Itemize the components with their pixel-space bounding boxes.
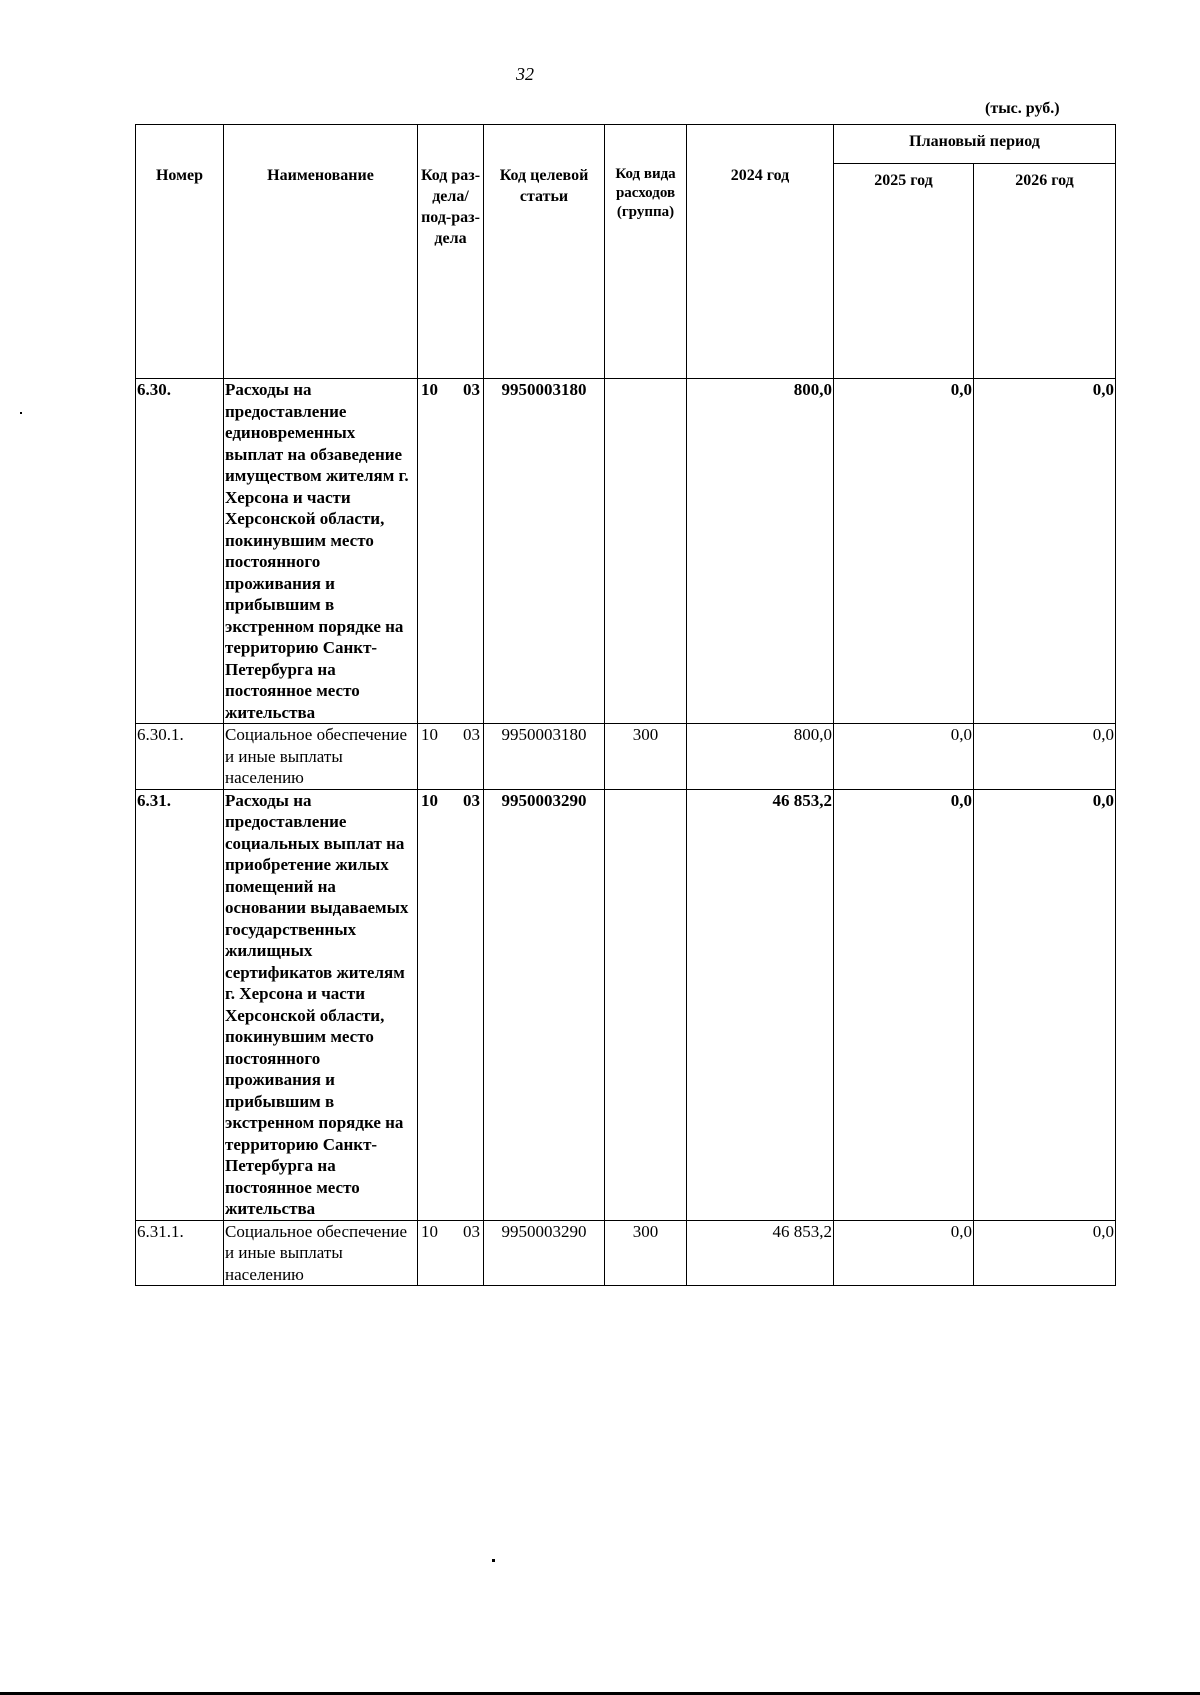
row-number: 6.31.1. [136,1220,224,1286]
row-expense-type [605,379,687,724]
row-name: Расходы на предоставление социальных выплат на приобретение жилых помещений на основании выдаваемых государственных жилищных сертификатов жителям г. Херсона и части Херсонской области, покинувшим место постоянного проживания и прибывшим в экстренном порядке на территорию Санкт-Петербурга на постоянное место жительства [224,789,418,1220]
table-row [136,724,1116,790]
row-number: 6.30.1. [136,724,224,790]
scan-speck [492,1559,495,1562]
row-name: Расходы на предоставление единовременных выплат на обзаведение имуществом жителям г. Херсона и части Херсонской области, покинувшим место постоянного проживания и прибывшим в экстренном порядке на территорию Санкт-Петербурга на постоянное место жительства [224,379,418,724]
row-target-code: 9950003180 [484,724,605,790]
budget-table [135,124,1116,1286]
header-section-code: Код раз-дела/ под-раз-дела [418,125,484,379]
row-section-code: 10 03 [418,724,484,790]
row-2025: 0,0 [834,789,974,1220]
row-expense-type: 300 [605,724,687,790]
row-name: Социальное обеспечение и иные выплаты населению [224,1220,418,1286]
row-2026: 0,0 [974,724,1116,790]
scan-speck [20,412,22,414]
header-target-code: Код целевой статьи [484,125,605,379]
row-name: Социальное обеспечение и иные выплаты населению [224,724,418,790]
header-planned-period: Плановый период [834,125,1116,164]
header-row [136,125,1116,164]
row-2024: 800,0 [687,724,834,790]
header-name: Наименование [224,125,418,379]
row-2025: 0,0 [834,724,974,790]
row-expense-type [605,789,687,1220]
header-expense-type: Код вида расходов (группа) [605,125,687,379]
row-2026: 0,0 [974,379,1116,724]
row-2025: 0,0 [834,1220,974,1286]
row-2025: 0,0 [834,379,974,724]
units-label: (тыс. руб.) [985,100,1060,117]
row-number: 6.30. [136,379,224,724]
row-section-code: 10 03 [418,379,484,724]
header-2024: 2024 год [687,125,834,379]
row-2026: 0,0 [974,789,1116,1220]
row-2024: 46 853,2 [687,1220,834,1286]
row-section-code: 10 03 [418,1220,484,1286]
row-2024: 46 853,2 [687,789,834,1220]
row-2024: 800,0 [687,379,834,724]
row-number: 6.31. [136,789,224,1220]
header-2026: 2026 год [974,164,1116,379]
table-row [136,789,1116,1220]
table-row [136,1220,1116,1286]
page-number: 32 [516,64,534,84]
row-target-code: 9950003180 [484,379,605,724]
header-2025: 2025 год [834,164,974,379]
row-target-code: 9950003290 [484,789,605,1220]
header-number: Номер [136,125,224,379]
row-expense-type: 300 [605,1220,687,1286]
row-target-code: 9950003290 [484,1220,605,1286]
table-row [136,379,1116,724]
row-section-code: 10 03 [418,789,484,1220]
row-2026: 0,0 [974,1220,1116,1286]
